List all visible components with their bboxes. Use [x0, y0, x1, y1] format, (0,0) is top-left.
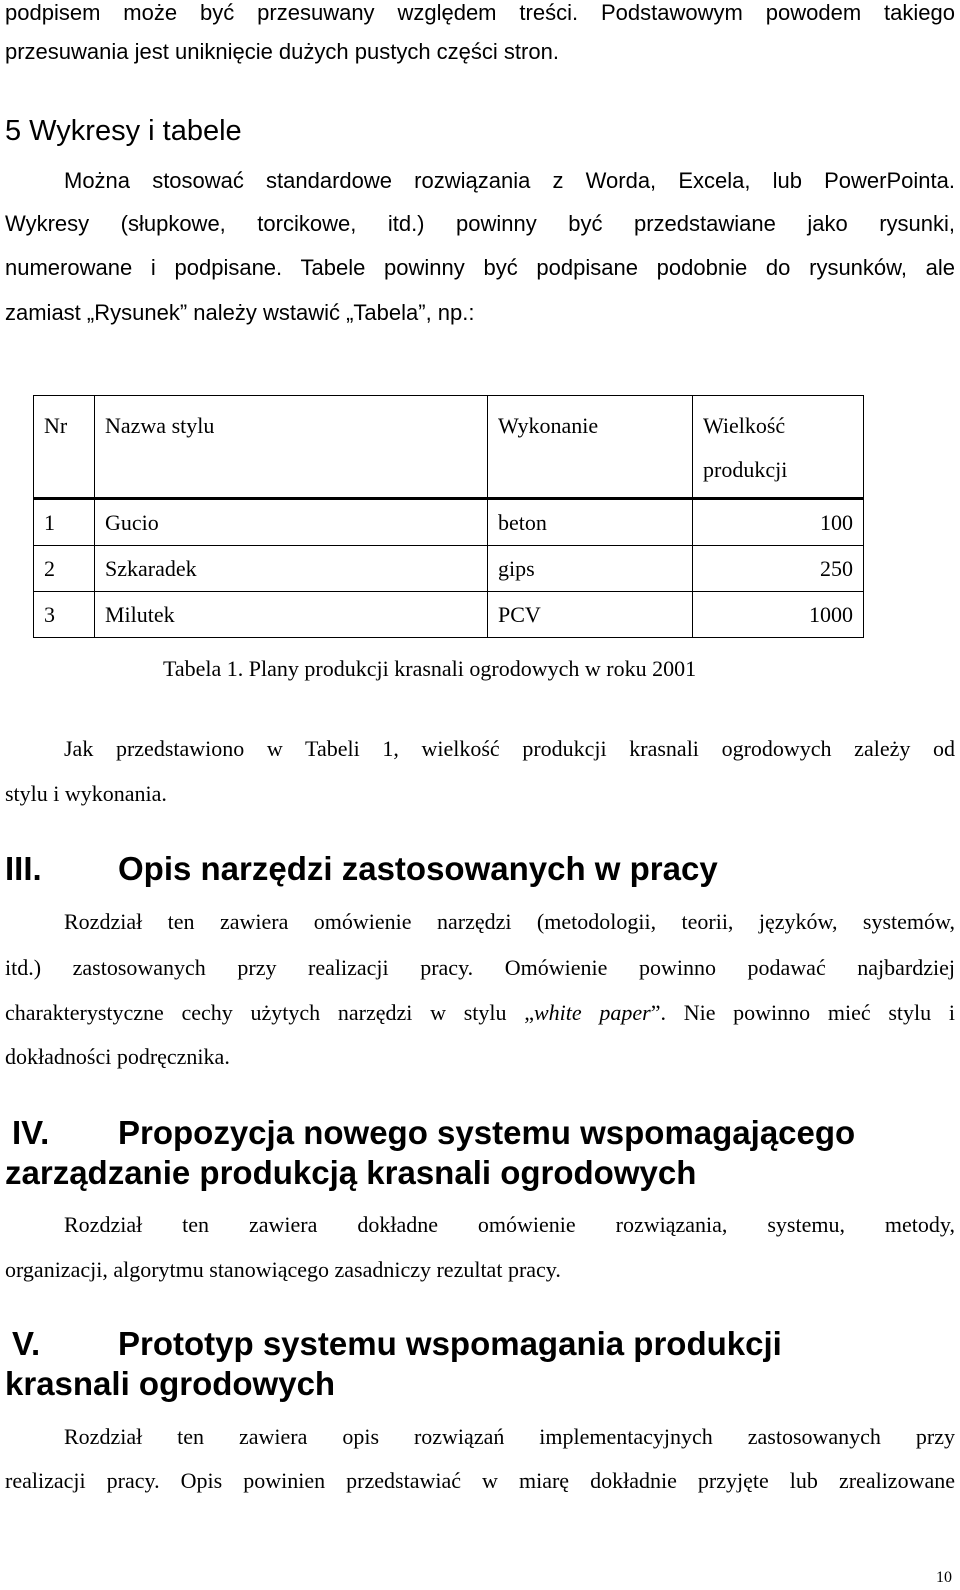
chapter-4-line-1: Rozdział ten zawiera dokładne omówienie rozwiązania, systemu, metody,: [64, 1212, 955, 1237]
chapter-3-title: Opis narzędzi zastosowanych w pracy: [118, 850, 718, 887]
chapter-3-line-2a: itd.) zastosowanych przy realizacji pracy.: [5, 955, 474, 980]
intro-line-1: podpisem może być przesuwany względem treści. Podstawowym powodem takiego: [5, 0, 955, 25]
header-wielkosc-produkcji: Wielkość produkcji: [693, 396, 864, 499]
after-table-line-1: Jak przedstawiono w Tabeli 1, wielkość produkcji krasnali ogrodowych zależy od: [64, 736, 955, 761]
section-5-paragraph-line-4: zamiast „Rysunek” należy wstawić „Tabela”, np.:: [5, 300, 475, 325]
white-paper-term: white paper: [533, 1000, 651, 1025]
header-nr: Nr: [34, 396, 95, 499]
cell-wykonanie: gips: [488, 546, 693, 592]
cell-wykonanie: PCV: [488, 592, 693, 638]
table-row: [34, 546, 864, 592]
chapter-4-line-2: organizacji, algorytmu stanowiącego zasadniczy rezultat pracy.: [5, 1257, 561, 1282]
cell-nr: 3: [34, 592, 95, 638]
after-table-line-2: stylu i wykonania.: [5, 781, 167, 806]
table-row: [34, 499, 864, 546]
chapter-4-title-line-1: Propozycja nowego systemu wspomagającego: [118, 1114, 856, 1151]
cell-wykonanie: beton: [488, 499, 693, 546]
chapter-5-number: V.: [12, 1325, 41, 1362]
table-caption: Tabela 1. Plany produkcji krasnali ogrodowych w roku 2001: [163, 656, 697, 681]
chapter-4-number: IV.: [12, 1114, 50, 1151]
cell-nazwa: Milutek: [95, 592, 488, 638]
cell-wielkosc: 100: [693, 499, 864, 546]
chapter-5-title-line-2: krasnali ogrodowych: [5, 1365, 336, 1402]
production-table: [33, 395, 864, 638]
chapter-3-line-2b: Omówienie powinno podawać najbardziej: [473, 955, 955, 980]
chapter-5-title-line-1: Prototyp systemu wspomagania produkcji: [118, 1325, 782, 1362]
section-5-paragraph-line-3: [5, 257, 955, 279]
chapter-3-line-3: [5, 1002, 955, 1024]
section-5-text-sans: numerowane i podpisane.: [5, 255, 283, 280]
chapter-5-line-1: Rozdział ten zawiera opis rozwiązań implementacyjnych zastosowanych przy: [64, 1424, 955, 1449]
chapter-3-line-4: dokładności podręcznika.: [5, 1044, 230, 1069]
cell-nr: 1: [34, 499, 95, 546]
table-header-row: [34, 396, 864, 499]
cell-wielkosc: 250: [693, 546, 864, 592]
cell-nr: 2: [34, 546, 95, 592]
page-number: 10: [936, 1569, 952, 1586]
header-wykonanie: Wykonanie: [488, 396, 693, 499]
chapter-3-line-3a: charakterystyczne cechy użytych narzędzi w stylu „: [5, 1000, 534, 1025]
chapter-3-line-2: [5, 957, 955, 979]
section-5-text-sans-b: Tabele powinny być podpisane podobnie do rysunków, ale: [282, 255, 956, 280]
section-5-paragraph-line-1: Można stosować standardowe rozwiązania z Worda, Excela, lub PowerPointa.: [64, 168, 955, 193]
intro-line-2: przesuwania jest uniknięcie dużych pustych części stron.: [5, 39, 559, 64]
section-5-heading: 5 Wykresy i tabele: [5, 115, 242, 147]
chapter-3-line-3b: ”. Nie powinno mieć stylu i: [650, 1000, 955, 1025]
cell-nazwa: Szkaradek: [95, 546, 488, 592]
chapter-4-title-line-2: zarządzanie produkcją krasnali ogrodowych: [5, 1154, 697, 1191]
chapter-3-line-1: Rozdział ten zawiera omówienie narzędzi (metodologii, teorii, języków, systemów,: [64, 909, 955, 934]
cell-wielkosc: 1000: [693, 592, 864, 638]
chapter-5-line-2: realizacji pracy. Opis powinien przedstawiać w miarę dokładnie przyjęte lub zrealizowane: [5, 1468, 955, 1493]
section-5-paragraph-line-2: Wykresy (słupkowe, torcikowe, itd.) powinny być przedstawiane jako rysunki,: [5, 211, 955, 236]
chapter-3-number: III.: [5, 850, 42, 887]
header-nazwa-stylu: Nazwa stylu: [95, 396, 488, 499]
cell-nazwa: Gucio: [95, 499, 488, 546]
table-row: [34, 592, 864, 638]
